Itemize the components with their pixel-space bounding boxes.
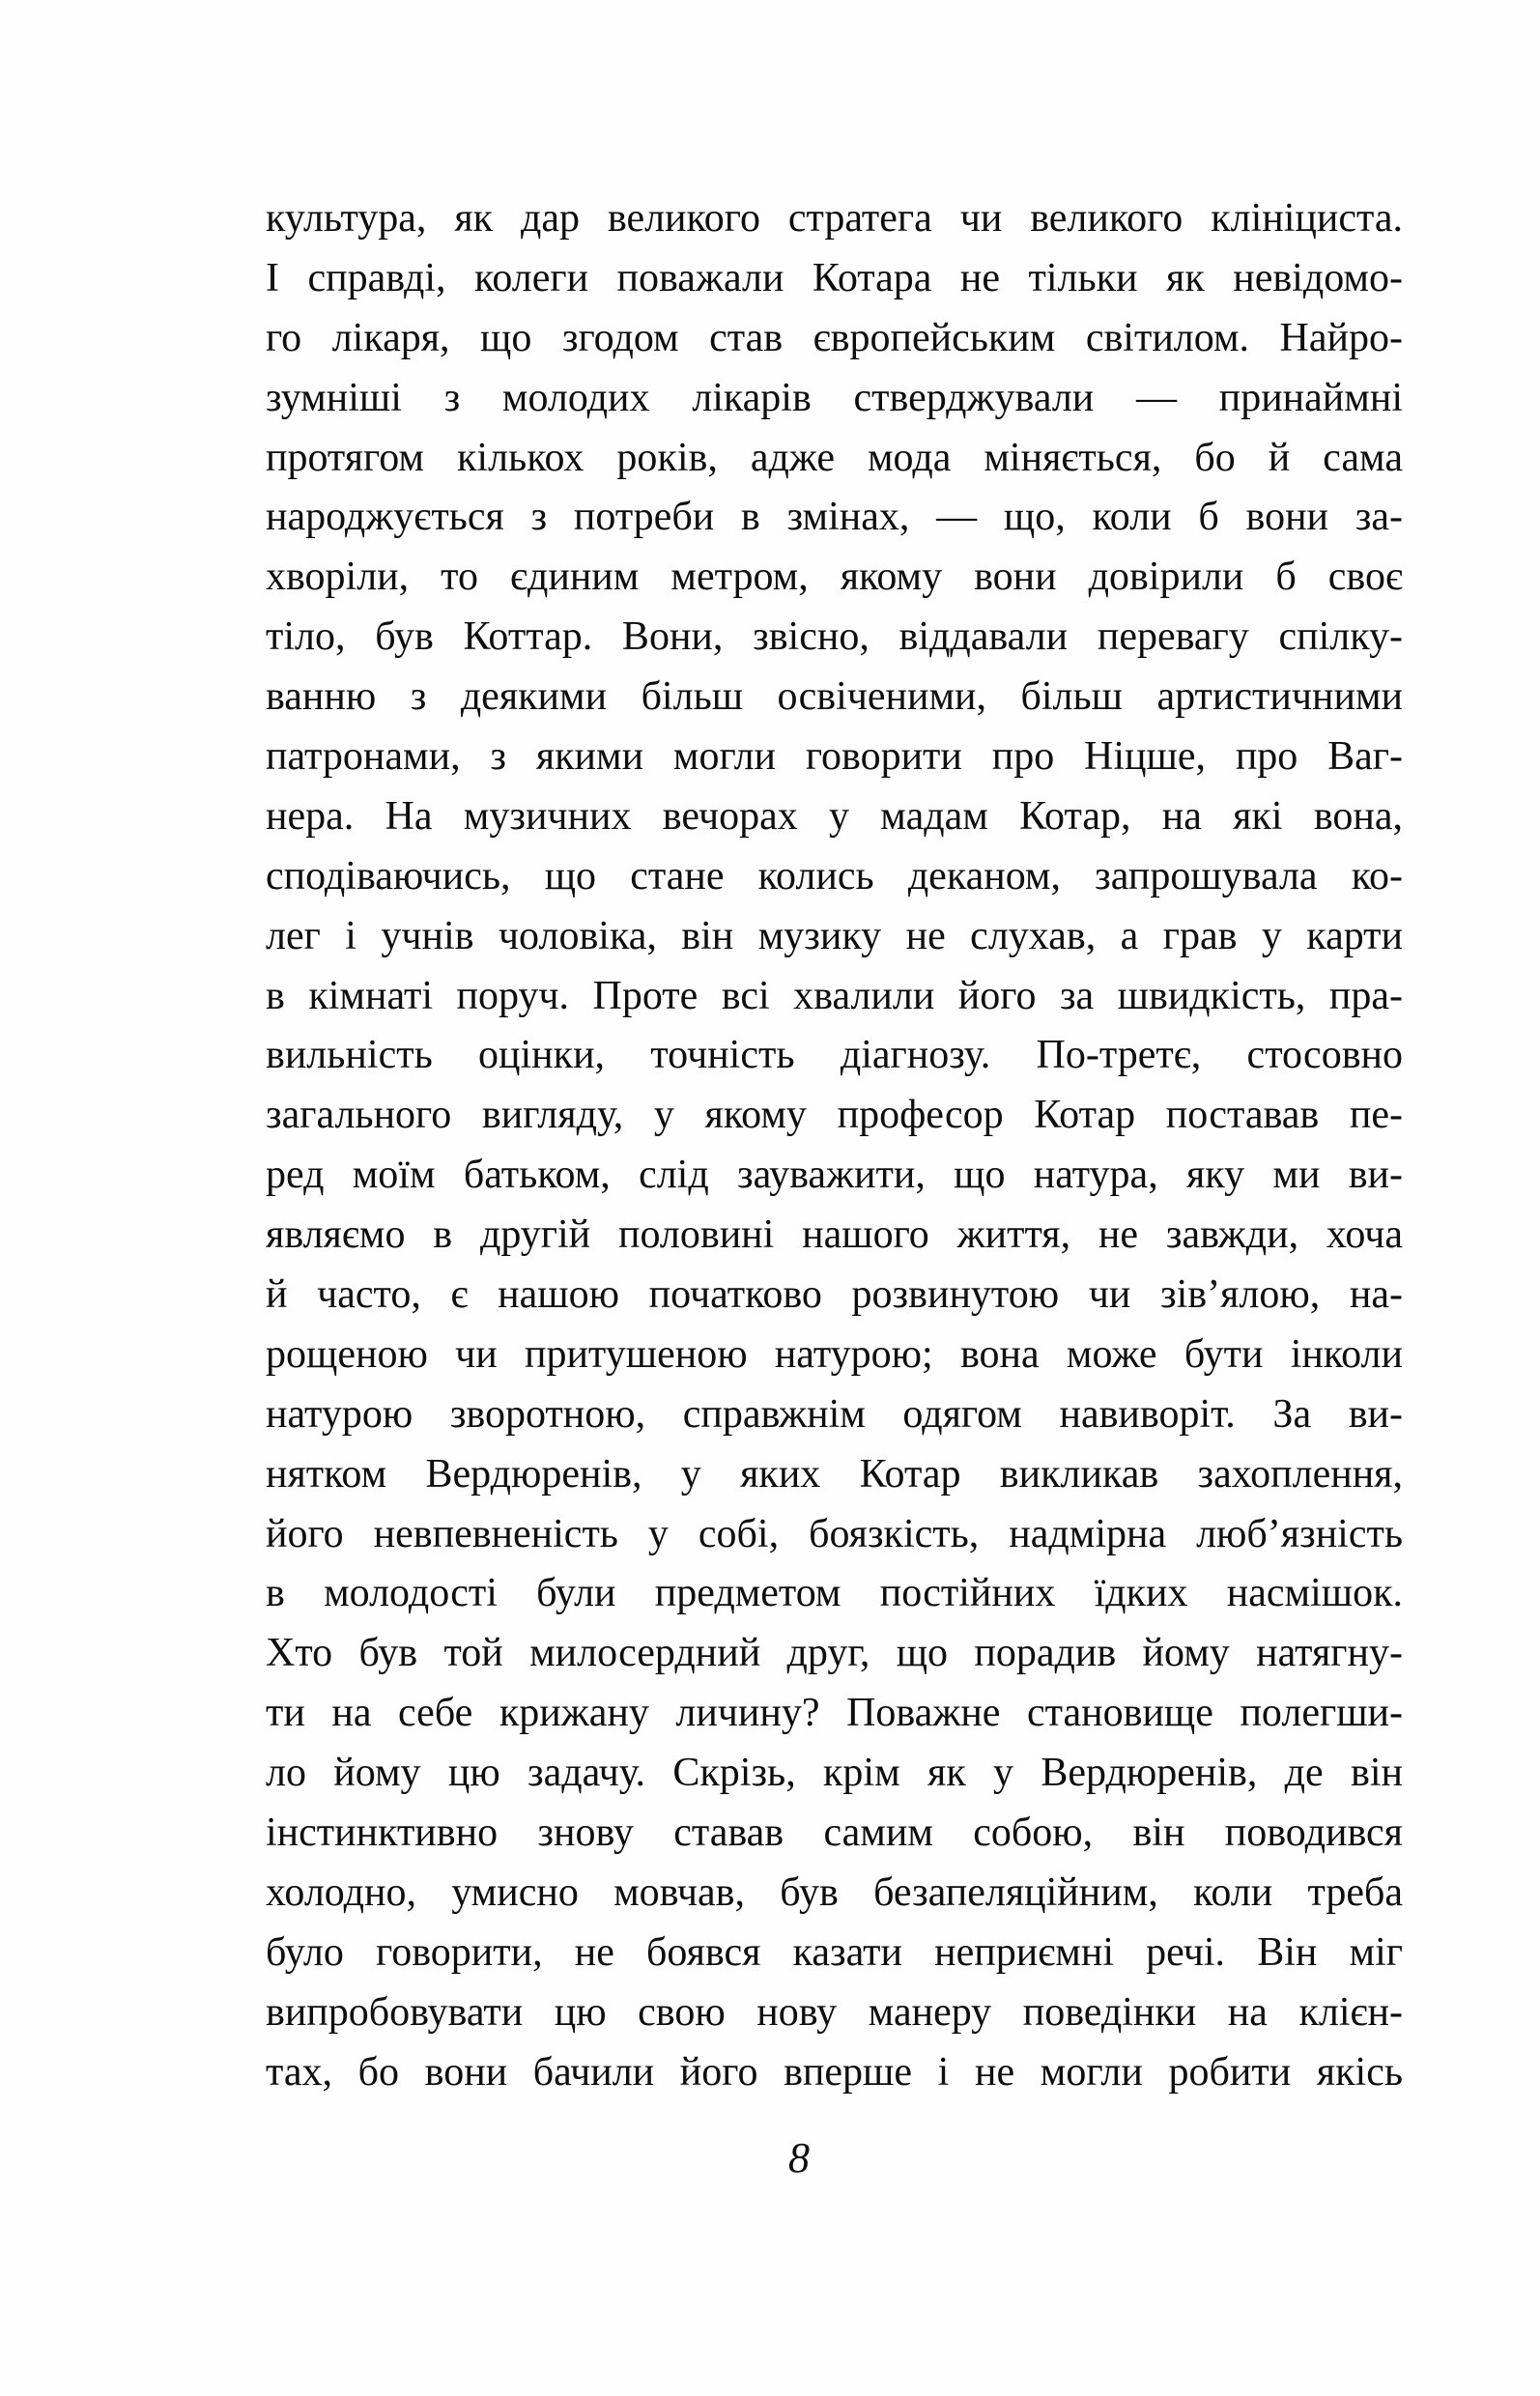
- text-line: культура, як дар великого стратега чи великого клініциста.: [266, 196, 1403, 241]
- text-line: ло йому цю задачу. Скрізь, крім як у Вердюренів, де він: [266, 1751, 1403, 1796]
- text-line: народжується з потреби в змінах, — що, коли б вони за-: [266, 495, 1403, 540]
- text-line: вильність оцінки, точність діагнозу. По-третє, стосовно: [266, 1033, 1403, 1078]
- text-line: І справді, колеги поважали Котара не тільки як невідомо-: [266, 255, 1403, 300]
- text-line: було говорити, не боявся казати неприємні речі. Він міг: [266, 1929, 1403, 1975]
- text-line: протягом кількох років, адже мода міняється, бо й сама: [266, 435, 1403, 480]
- text-line: зумніші з молодих лікарів стверджували — принаймні: [266, 375, 1403, 420]
- text-line: патронами, з якими могли говорити про Ніцше, про Ваг-: [266, 734, 1403, 780]
- text-line: нятком Вердюренів, у яких Котар викликав захоплення,: [266, 1451, 1403, 1497]
- text-line: являємо в другій половині нашого життя, не завжди, хоча: [266, 1212, 1403, 1258]
- text-line: сподіваючись, що стане колись деканом, запрошувала ко-: [266, 853, 1403, 898]
- text-line: в кімнаті поруч. Проте всі хвалили його за швидкість, пра-: [266, 973, 1403, 1018]
- text-line: й часто, є нашою початково розвинутою чи зів’ялою, на-: [266, 1272, 1403, 1318]
- text-line: Хто був той милосердний друг, що порадив йому натягну-: [266, 1631, 1403, 1676]
- text-line: холодно, умисно мовчав, був безапеляційним, коли треба: [266, 1869, 1403, 1915]
- text-line: тіло, був Коттар. Вони, звісно, віддавали перевагу спілку-: [266, 614, 1403, 660]
- page-number: 8: [788, 2134, 810, 2182]
- text-line: нера. На музичних вечорах у мадам Котар, на які вона,: [266, 793, 1403, 839]
- text-line: його невпевненість у собі, боязкість, надмірна люб’язність: [266, 1511, 1403, 1556]
- text-line: тах, бо вони бачили його вперше і не могли робити якісь: [266, 2049, 1403, 2095]
- text-line: ванню з деякими більш освіченими, більш артистичними: [266, 674, 1403, 720]
- text-line: рощеною чи притушеною натурою; вона може бути інколи: [266, 1331, 1403, 1377]
- text-line: хворіли, то єдиним метром, якому вони довірили б своє: [266, 555, 1403, 600]
- text-line: натурою зворотною, справжнім одягом навиворіт. За ви-: [266, 1391, 1403, 1437]
- text-column: [266, 189, 1403, 2103]
- text-line: ти на себе крижану личину? Поважне становище полегши-: [266, 1691, 1403, 1736]
- text-line: в молодості були предметом постійних їдких насмішок.: [266, 1571, 1403, 1616]
- text-line: інстинктивно знову ставав самим собою, він поводився: [266, 1811, 1403, 1856]
- text-line: го лікаря, що згодом став європейським світилом. Найро-: [266, 315, 1403, 360]
- text-line: випробовувати цю свою нову манеру поведінки на клієн-: [266, 1989, 1403, 2035]
- text-line: ред моїм батьком, слід зауважити, що натура, яку ми ви-: [266, 1153, 1403, 1198]
- text-line: лег і учнів чоловіка, він музику не слухав, а грав у карти: [266, 913, 1403, 958]
- text-line: загального вигляду, у якому професор Котар поставав пе-: [266, 1093, 1403, 1138]
